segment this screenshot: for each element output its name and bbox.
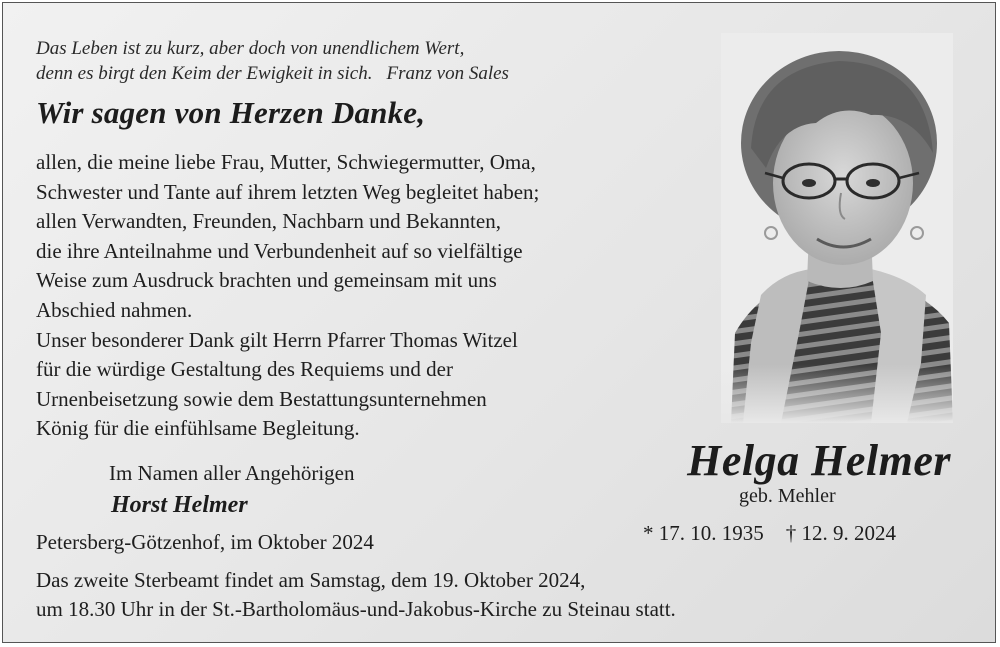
place-date: Petersberg-Götzenhof, im Oktober 2024	[36, 530, 374, 554]
body-line: Urnenbeisetzung sowie dem Bestattungsunternehmen	[36, 386, 487, 411]
death-date: † 12. 9. 2024	[785, 521, 896, 545]
portrait-photo	[721, 33, 953, 423]
signature-lead: Im Namen aller Angehörigen	[109, 461, 355, 485]
birth-name: geb. Mehler	[739, 485, 836, 507]
quote	[36, 36, 509, 86]
deceased-name: Helga Helmer	[687, 436, 951, 485]
body-line: allen Verwandten, Freunden, Nachbarn und Bekannten,	[36, 209, 501, 234]
body-line: allen, die meine liebe Frau, Mutter, Schwiegermutter, Oma,	[36, 150, 536, 174]
body-line: für die würdige Gestaltung des Requiems und der	[36, 357, 453, 382]
birth-date: * 17. 10. 1935	[643, 521, 764, 545]
life-dates	[643, 521, 896, 546]
quote-line-2	[36, 61, 509, 86]
quote-author: Franz von Sales	[386, 63, 509, 84]
body-line: die ihre Anteilnahme und Verbundenheit auf so vielfältige	[36, 238, 523, 263]
signature-name: Horst Helmer	[111, 492, 248, 518]
thanks-body	[36, 148, 696, 444]
footer-notice	[36, 566, 676, 623]
footer-line-2: um 18.30 Uhr in der St.-Bartholomäus-und-Jakobus-Kirche zu Steinau statt.	[36, 596, 676, 621]
quote-line-1: Das Leben ist zu kurz, aber doch von unendlichem Wert,	[36, 38, 465, 59]
body-line: Schwester und Tante auf ihrem letzten Weg begleitet haben;	[36, 179, 540, 204]
quote-line-2-text: denn es birgt den Keim der Ewigkeit in sich.	[36, 63, 373, 84]
body-line: Unser besonderer Dank gilt Herrn Pfarrer Thomas Witzel	[36, 327, 518, 352]
obituary-card	[2, 2, 996, 643]
body-line: Weise zum Ausdruck brachten und gemeinsam mit uns	[36, 268, 497, 293]
thanks-heading: Wir sagen von Herzen Danke,	[36, 95, 426, 130]
body-line: Abschied nahmen.	[36, 297, 193, 322]
footer-line-1: Das zweite Sterbeamt findet am Samstag, dem 19. Oktober 2024,	[36, 568, 586, 592]
body-line: König für die einfühlsame Begleitung.	[36, 416, 360, 441]
